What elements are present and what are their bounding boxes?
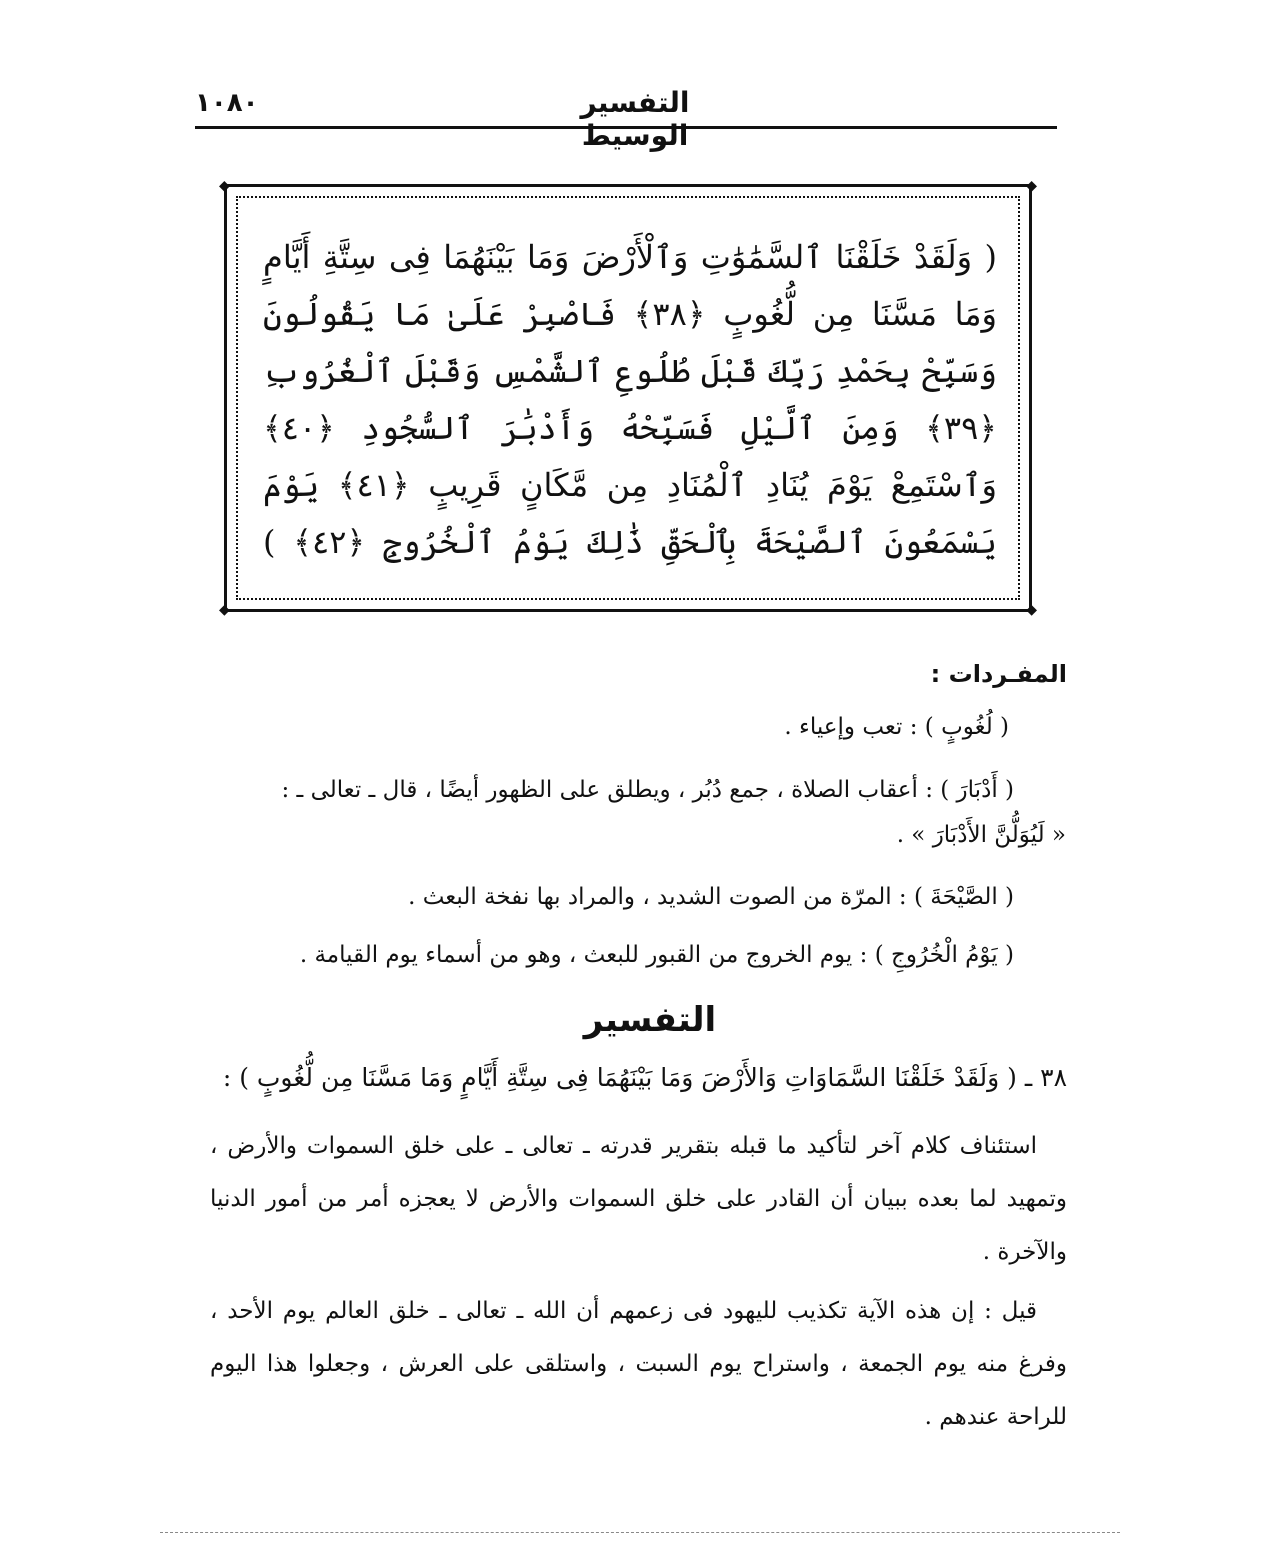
vocabulary-heading: المفـردات : xyxy=(930,660,1067,688)
tafsir-verse-line: ٣٨ ـ ( وَلَقَدْ خَلَقْنَا السَّمَاوَاتِ وَالأَرْضَ وَمَا بَيْنَهُمَا فِى سِتَّةِ أَيَّامٍ وَمَا مَسَّنَا مِن لُّغُوبٍ ) : xyxy=(222,1063,1067,1092)
tafsir-heading: التفسير xyxy=(583,1000,717,1040)
header-rule xyxy=(195,126,1057,129)
page-header xyxy=(195,84,1057,152)
vocabulary-item: « لَيُوَلُّنَّ الأَدْبَارَ » . xyxy=(896,822,1066,848)
corner-ornament-icon: ◆ xyxy=(1026,602,1037,618)
quran-verse-text: ( وَلَقَدْ خَلَقْنَا ٱلسَّمَٰوَٰتِ وَٱلْأَرْضَ وَمَا بَيْنَهُمَا فِى سِتَّةِ أَيَّامٍ وَمَا مَسَّنَا مِن لُّغُوبٍ ﴿٣٨﴾ فَاصْبِرْ عَلَىٰ مَا يَقُولُونَ وَسَبِّحْ بِحَمْدِ رَبِّكَ قَبْلَ طُلُوعِ ٱلشَّمْسِ وَقَبْلَ ٱلْغُرُوبِ ﴿٣٩﴾ وَمِنَ ٱلَّيْلِ فَسَبِّحْهُ وَأَدْبَٰرَ ٱلسُّجُودِ ﴿٤٠﴾ وَٱسْتَمِعْ يَوْمَ يُنَادِ ٱلْمُنَادِ مِن مَّكَانٍ قَرِيبٍ ﴿٤١﴾ يَوْمَ يَسْمَعُونَ ٱلصَّيْحَةَ بِٱلْحَقِّ ذَٰلِكَ يَوْمُ ٱلْخُرُوجِ ﴿٤٢﴾ ) xyxy=(263,238,998,561)
corner-ornament-icon: ◆ xyxy=(219,178,230,194)
corner-ornament-icon: ◆ xyxy=(219,602,230,618)
corner-ornament-icon: ◆ xyxy=(1026,178,1037,194)
vocabulary-item: ( يَوْمُ الْخُرُوجِ ) : يوم الخروج من القبور للبعث ، وهو من أسماء يوم القيامة . xyxy=(299,942,1014,968)
book-title: التفسير الوسيط xyxy=(580,86,690,152)
tafsir-paragraph: استئناف كلام آخر لتأكيد ما قبله بتقرير قدرته ـ تعالى ـ على خلق السموات والأرض ، وتمهيد لما بعده ببيان أن القادر على خلق السموات والأرض لا يعجزه أمر من أمور الدنيا والآخرة . xyxy=(210,1133,1067,1265)
tafsir-paragraph: قيل : إن هذه الآية تكذيب لليهود فى زعمهم أن الله ـ تعالى ـ خلق العالم يوم الأحد ، وفرغ منه يوم الجمعة ، واستراح يوم السبت ، واستلقى على العرش ، وجعلوا هذا اليوم للراحة عندهم . xyxy=(210,1298,1068,1430)
footer-line xyxy=(160,1532,1120,1533)
vocabulary-item: ( أَدْبَارَ ) : أعقاب الصلاة ، جمع دُبُر ، ويطلق على الظهور أيضًا ، قال ـ تعالى ـ : xyxy=(281,777,1014,803)
vocabulary-item: ( لُغُوبٍ ) : تعب وإعياء . xyxy=(784,714,1009,740)
verse-frame xyxy=(219,178,1037,618)
vocabulary-item: ( الصَّيْحَةَ ) : المرّة من الصوت الشديد ، والمراد بها نفخة البعث . xyxy=(408,884,1014,910)
page-number: ١٠٨٠ xyxy=(195,88,259,118)
